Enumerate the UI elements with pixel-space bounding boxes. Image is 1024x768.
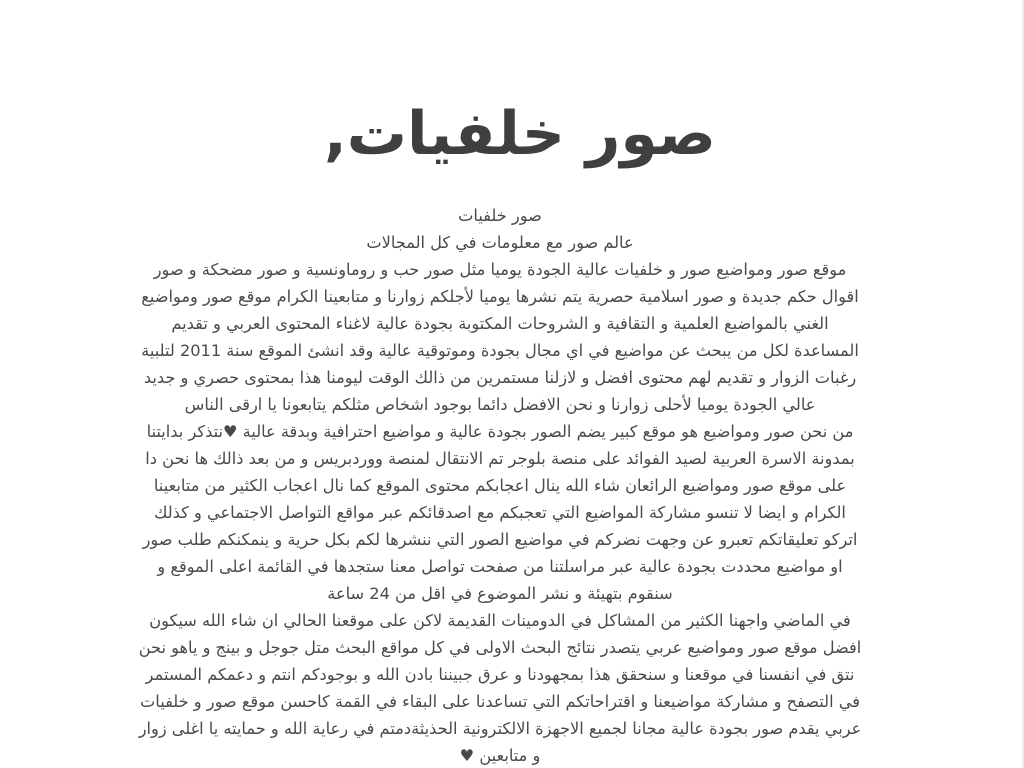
content-line-4: اقوال حكم جديدة و صور اسلامية حصرية يتم نشرها يوميا لأجلكم زوارنا و متابعينا الكرام موقع صور ومواضيع [141, 287, 859, 306]
content-line-10: بمدونة الاسرة العربية لصيد الفوائد على منصة بلوجر تم الانتقال لمنصة ووردبريس و من بعد ذالك ها نحن دا [145, 449, 855, 468]
content-line-11: على موقع صور ومواضيع الرائعان شاء الله ينال اعجابكم محتوى الموقع كما نال اعجاب الكثير من متابعينا [153, 476, 847, 495]
content-line-19: في التصفح و مشاركة مواضيعنا و اقتراحاتكم التي تساعدنا على البقاء في القمة كاحسن موقع صور و خلفيات [140, 692, 860, 711]
content-line-9: من نحن صور ومواضيع هو موقع كبير يضم الصور بجودة عالية و مواضيع احترافية وبدقة عالية ♥نتذكر بدايتنا [146, 422, 854, 441]
content-line-21: و متابعين ♥ [459, 746, 541, 765]
content-line-18: نتق في انفسنا في موقعنا و سنحقق هذا بمجهودنا و عرق جبيننا بادن الله و بوجودكم انتم و دعمكم المستمر [145, 665, 855, 684]
content-line-17: افضل موقع صور ومواضيع عربي يتصدر نتائج البحث الاولى في كل مواقع البحث متل جوجل و بينج و ياهو نحن [138, 638, 862, 657]
content-line-6: المساعدة لكل من يبحث عن مواضيع في اي مجال بجودة وموتوقية عالية وقد انشئ الموقع سنة 2011 لتلبية [141, 341, 859, 360]
content-line-13: اتركو تعليقاتكم تعبرو عن وجهت نضركم في مواضيع الصور التي ننشرها لكم بكل حرية و ينمكنكم طلب صور [142, 530, 858, 549]
content-line-2: عالم صور مع معلومات في كل المجالات [366, 233, 634, 252]
page-title: صور خلفيات, [323, 99, 717, 169]
content-line-8: عالي الجودة يوميا لأحلى زوارنا و نحن الافضل دائما بوجود اشخاص مثلكم يتابعونا يا ارقى الناس [184, 395, 816, 414]
content-line-3: موقع صور ومواضيع صور و خلفيات عالية الجودة يوميا مثل صور حب و روماونسية و صور مضحكة و صور [153, 260, 847, 279]
page-content [40, 202, 960, 768]
content-line-20: عربي يقدم صور بجودة عالية مجانا لجميع الاجهزة الالكترونية الحذيثةدمتم في رعاية الله و حمايته يا اغلى زوار [138, 719, 862, 738]
content-line-12: الكرام و ايضا لا تنسو مشاركة المواضيع التي تعجبكم مع اصدقائكم عبر مواقع التواصل الاجتماعي و كذلك [154, 503, 846, 522]
content-line-16: في الماضي واجهنا الكثير من المشاكل في الدومينات القديمة لاكن على موقعنا الحالي ان شاء الله سيكون [149, 611, 851, 630]
content-line-5: الغني بالمواضيع العلمية و التقافية و الشروحات المكتوبة بجودة عالية لاغناء المحتوى العربي و تقديم [171, 314, 829, 333]
content-line-14: او مواضيع محددت بجودة عالية عبر مراسلتنا من صفحت تواصل معنا ستجدها في القائمة اعلى الموقع و [157, 557, 843, 576]
content-line-15: سنقوم بتهيئة و نشر الموضوع في اقل من 24 ساعة [327, 584, 673, 603]
content-line-7: رغبات الزوار و تقديم لهم محتوى افضل و لازلنا مستمرين من ذالك الوقت ليومنا هذا بمحتوى حصري و جديد [143, 368, 857, 387]
content-line-1: صور خلفيات [458, 206, 542, 225]
